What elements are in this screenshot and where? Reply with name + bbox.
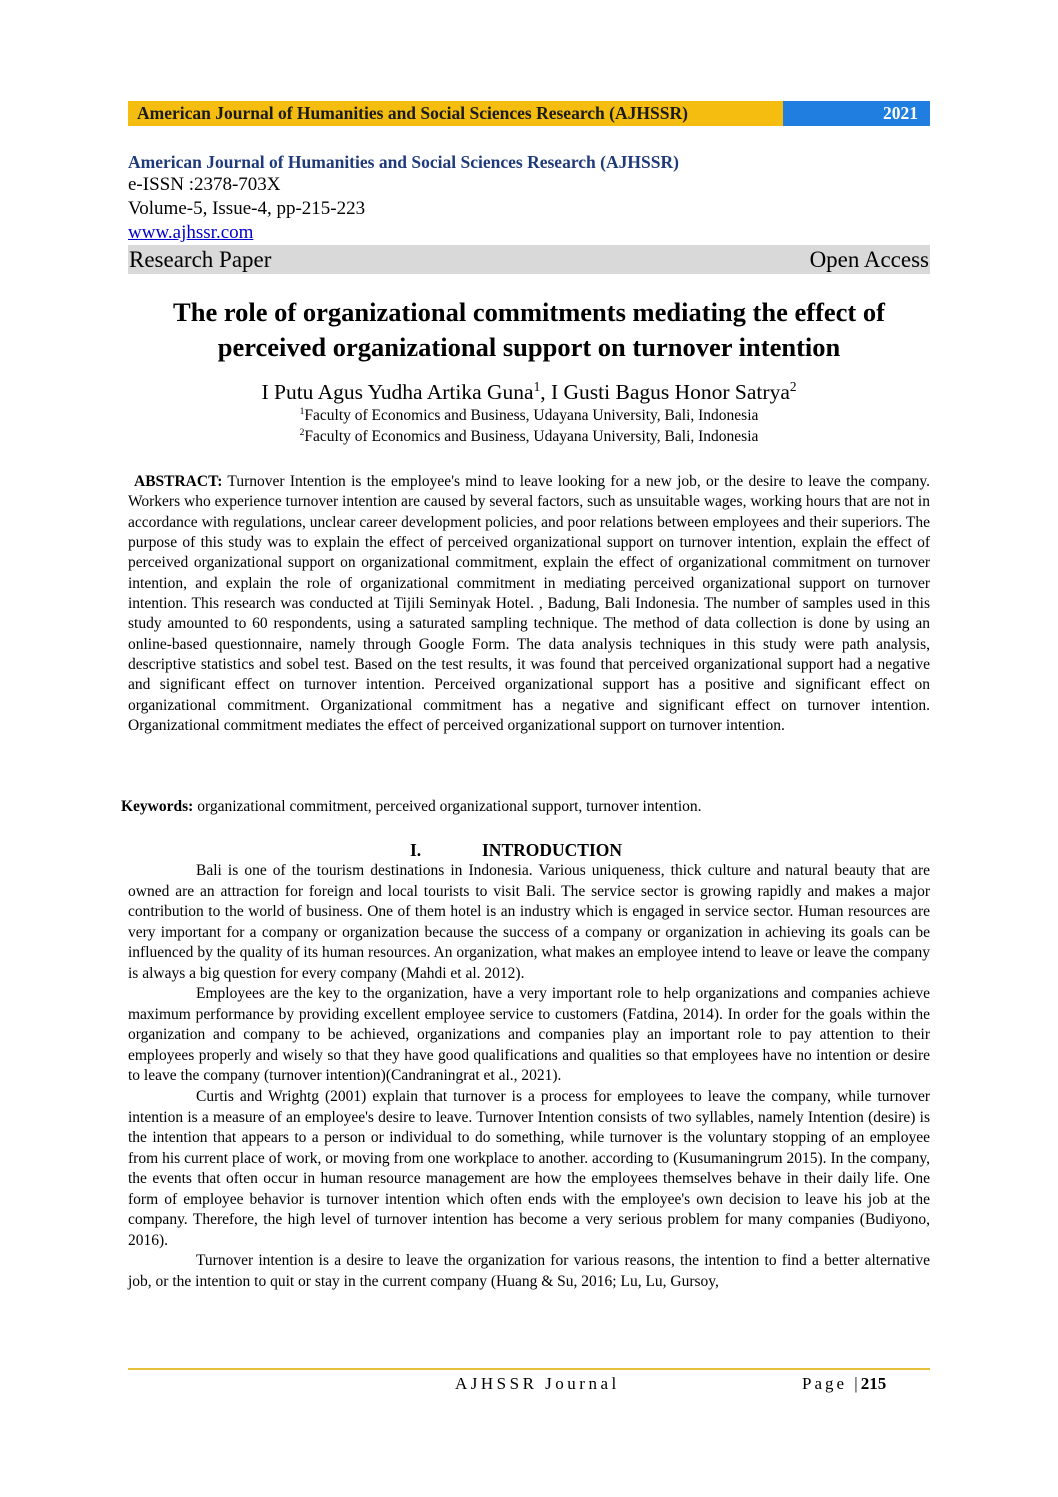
affiliation-1-text: Faculty of Economics and Business, Udayana University, Bali, Indonesia [304, 407, 759, 424]
abstract-text: Turnover Intention is the employee's mind to leave looking for a new job, or the desire to leave the company. Workers who experience turnover intention are caused by several factors, such as unsuitable wages, working hours that are not in accordance with regulations, unclear career development policies, and poor relations between employees and their superiors. The purpose of this study was to explain the effect of perceived organizational support on turnover intention, explain the effect of perceived organizational support on organizational commitment, explain the effect of organizational commitment on turnover intention, and explain the role of organizational commitment in mediating perceived organizational support on turnover intention. This research was conducted at Tijili Seminyak Hotel. , Badung, Bali Indonesia. The number of samples used in this study amounted to 60 respondents, using a saturated sampling technique. The method of data collection is done by using an online-based questionnaire, namely through Google Form. The data analysis techniques in this study were path analysis, descriptive statistics and sobel test. Based on the test results, it was found that perceived organizational support had a negative and significant effect on turnover intention. Perceived organizational support has a positive and significant effect on organizational commitment. Organizational commitment has a negative and significant effect on turnover intention. Organizational commitment mediates the effect of perceived organizational support on turnover intention. [128, 473, 930, 735]
footer-page-label: Page | [802, 1374, 861, 1393]
keywords [121, 798, 930, 816]
introduction-paragraph-4: Turnover intention is a desire to leave the organization for various reasons, the intention to find a better alternative job, or the intention to quit or stay in the current company (Huang & Su, 2016; Lu, Lu, Gursoy, [128, 1252, 930, 1290]
running-header-year: 2021 [783, 101, 930, 126]
introduction-body [128, 861, 930, 1292]
abstract [128, 472, 930, 736]
running-header [128, 101, 930, 126]
paper-type-label: Research Paper [129, 246, 272, 272]
author-2-name: I Gusti Bagus Honor Satrya [551, 380, 790, 404]
section-number: I. [410, 840, 422, 860]
author-1-affiliation-mark: 1 [533, 378, 541, 394]
journal-website-link[interactable]: www.ajhssr.com [128, 222, 254, 243]
author-separator: , [540, 380, 551, 404]
keywords-text: organizational commitment, perceived organizational support, turnover intention. [193, 798, 702, 815]
introduction-paragraph-2: Employees are the key to the organization, have a very important role to help organizations and companies achieve maximum performance by providing excellent employee service to customers (Fatdina, 2014). In order for the goals within the organization and company to be achieved, organizations and companies play an important role to pay attention to their employees properly and wisely so that they have good qualifications and qualities so that employees have no intention or desire to leave the company (turnover intention)(Candraningrat et al., 2021). [128, 985, 930, 1085]
article-title-line-2: perceived organizational support on turnover intention [217, 332, 841, 362]
abstract-label: ABSTRACT: [134, 473, 223, 490]
footer-journal-label: AJHSSR Journal [455, 1374, 620, 1393]
author-line [128, 380, 930, 405]
affiliation-1-mark: 1 [299, 405, 305, 417]
section-title: INTRODUCTION [482, 840, 623, 860]
article-title-line-1: The role of organizational commitments mediating the effect of [173, 297, 885, 327]
open-access-label: Open Access [809, 246, 929, 272]
journal-name: American Journal of Humanities and Social Sciences Research (AJHSSR) [128, 152, 679, 172]
footer-divider [128, 1368, 930, 1370]
introduction-heading [128, 840, 930, 862]
running-header-journal-title: American Journal of Humanities and Social Sciences Research (AJHSSR) [128, 101, 783, 126]
footer-page [802, 1374, 886, 1394]
affiliation-1 [128, 407, 930, 425]
author-1-name: I Putu Agus Yudha Artika Guna [261, 380, 534, 404]
article-title [128, 295, 930, 365]
keywords-label: Keywords: [121, 798, 194, 815]
paper-type-bar [128, 245, 930, 274]
affiliation-2 [128, 428, 930, 446]
introduction-paragraph-1: Bali is one of the tourism destinations in Indonesia. Various uniqueness, thick culture and natural beauty that are owned are an attraction for foreign and local tourists to visit Bali. The service sector is growing rapidly and makes a major contribution to the world of business. One of them hotel is an industry which is engaged in service sector. Human resources are very important for a company or organization because the success of a company or organization in achieving its goals can be influenced by the quality of its human resources. An organization, what makes an employee intend to leave or leave the company is always a big question for every company (Mahdi et al. 2012). [128, 862, 930, 982]
footer-page-number: 215 [860, 1374, 887, 1393]
journal-volume: Volume-5, Issue-4, pp-215-223 [128, 198, 366, 219]
journal-issn: e-ISSN :2378-703X [128, 174, 281, 195]
author-2-affiliation-mark: 2 [789, 378, 797, 394]
introduction-paragraph-3: Curtis and Wrightg (2001) explain that turnover is a process for employees to leave the company, while turnover intention is a measure of an employee's desire to leave. Turnover Intention consists of two syllables, namely Intention (desire) is the intention that appears to a person or individual to do something, while turnover is the voluntary stopping of an employee from his current place of work, or moving from one workplace to another. according to (Kusumaningrum 2015). In the company, the events that often occur in human resource management are how the employees themselves behave in their daily life. One form of employee behavior is turnover intention which often ends with the employee's own decision to leave his job at the company. Therefore, the high level of turnover intention has become a very serious problem for many companies (Budiyono, 2016). [128, 1088, 930, 1249]
affiliation-2-mark: 2 [299, 426, 305, 438]
affiliation-2-text: Faculty of Economics and Business, Udayana University, Bali, Indonesia [304, 428, 759, 445]
